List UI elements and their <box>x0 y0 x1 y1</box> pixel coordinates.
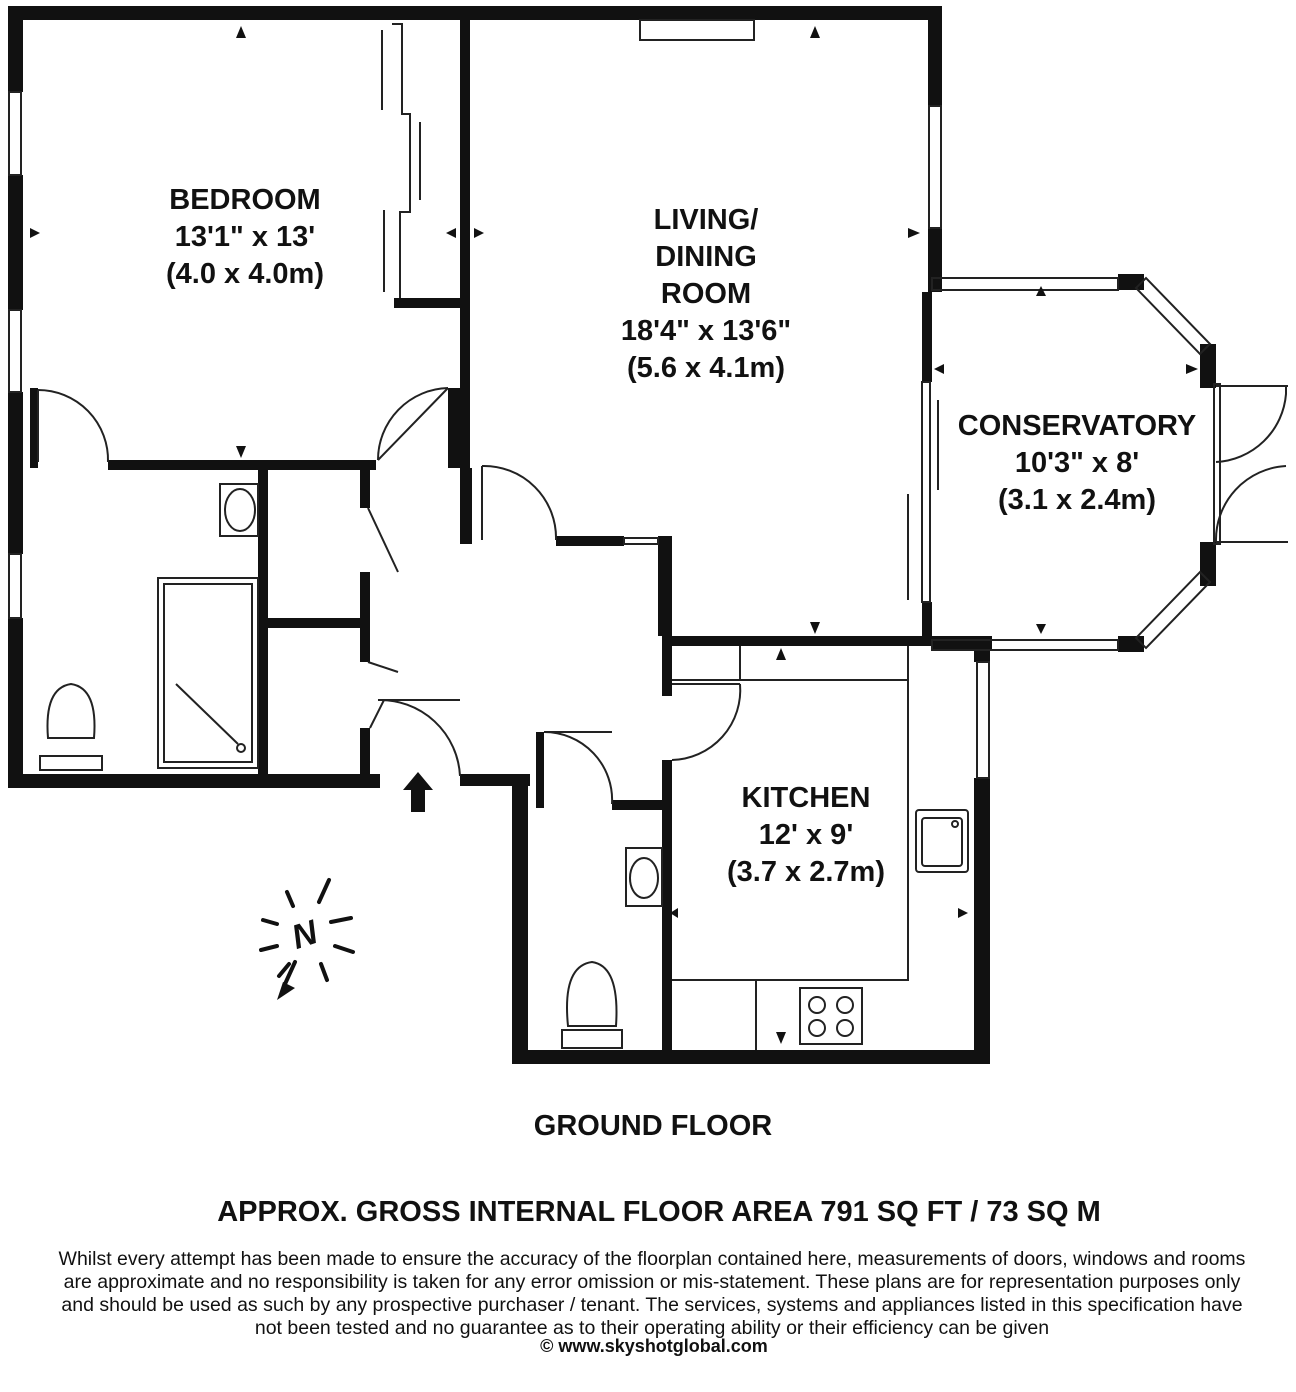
conservatory-size-metric: (3.1 x 2.4m) <box>998 484 1156 516</box>
fixtures <box>40 484 968 1050</box>
bedroom-name: BEDROOM <box>169 184 321 216</box>
bedroom-size-metric: (4.0 x 4.0m) <box>166 258 324 290</box>
bedroom-label <box>166 182 324 293</box>
living-name-line1: LIVING/ <box>653 204 759 236</box>
living-name-line3: ROOM <box>660 278 752 310</box>
windows <box>9 20 1220 778</box>
living-dining-label <box>621 202 791 387</box>
compass <box>261 880 353 1000</box>
compass-label: N <box>287 913 323 957</box>
living-name-line2: DINING <box>655 241 757 273</box>
walls <box>8 6 1216 1064</box>
measurement-arrows <box>30 26 1198 1044</box>
bedroom-size-imperial: 13'1" x 13' <box>174 221 316 253</box>
floor-name: GROUND FLOOR <box>533 1110 773 1142</box>
kitchen-size-imperial: 12' x 9' <box>758 819 854 851</box>
conservatory-label <box>958 408 1197 519</box>
living-size-metric: (5.6 x 4.1m) <box>627 352 785 384</box>
gross-area-title: APPROX. GROSS INTERNAL FLOOR AREA 791 SQ FT / 73 SQ M <box>217 1196 1101 1228</box>
conservatory-name: CONSERVATORY <box>957 410 1197 442</box>
kitchen-label <box>727 780 885 891</box>
living-size-imperial: 18'4" x 13'6" <box>620 315 792 347</box>
conservatory-size-imperial: 10'3" x 8' <box>1014 447 1140 479</box>
kitchen-name: KITCHEN <box>741 782 871 814</box>
disclaimer-text: Whilst every attempt has been made to ensure the accuracy of the floorplan contained here, measurements of doors, windows and rooms are approximate and no responsibility is taken for any error omission or mis-statement. These plans are for representation purposes only and should be used as such by any prospective purchaser / tenant. The services, systems and appliances listed in this specification have not been tested and no guarantee as to their operating ability or their efficiency can be given <box>58 1248 1246 1339</box>
copyright-link[interactable]: © www.skyshotglobal.com <box>540 1336 768 1356</box>
kitchen-size-metric: (3.7 x 2.7m) <box>727 856 885 888</box>
